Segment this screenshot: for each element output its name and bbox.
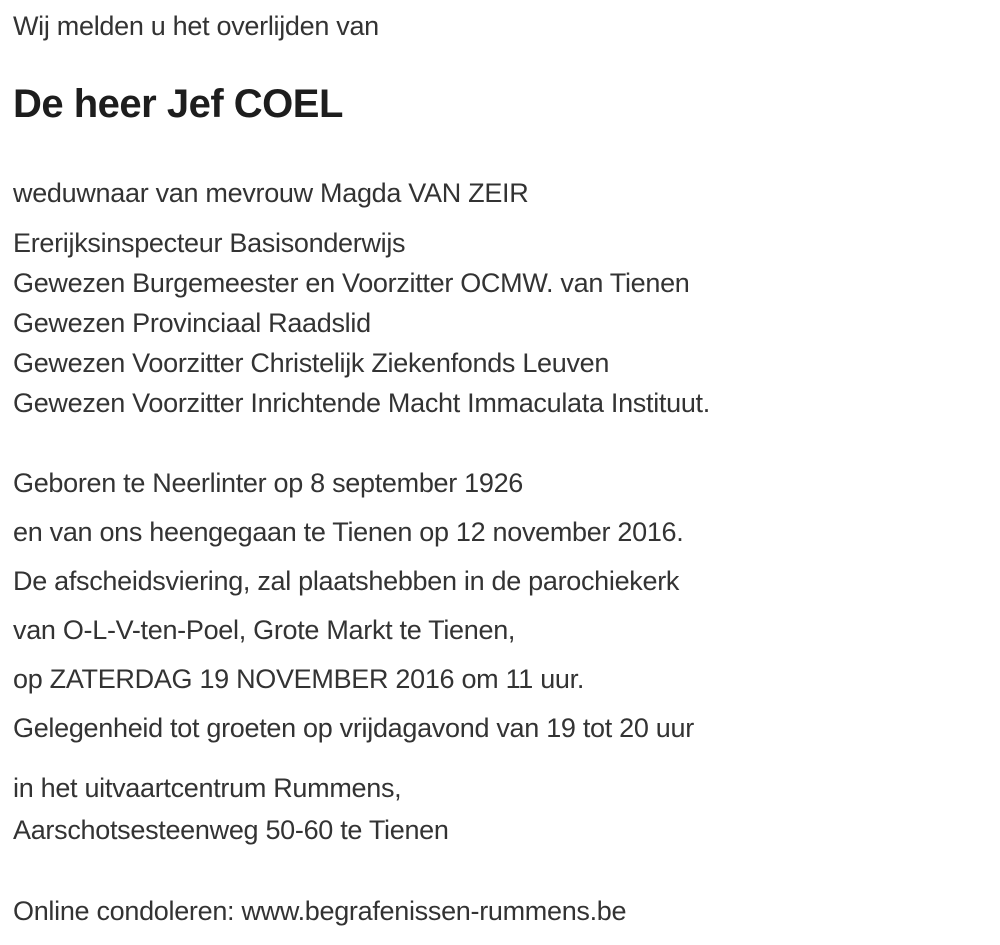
- condolence-label: Online condoleren:: [13, 896, 242, 926]
- detail-line: en van ons heengegaan te Tienen op 12 november 2016.: [13, 517, 684, 547]
- detail-line: Geboren te Neerlinter op 8 september 1926: [13, 468, 524, 498]
- titles-block: [13, 223, 980, 423]
- location-line: in het uitvaartcentrum Rummens,: [13, 773, 402, 803]
- location-block: [13, 767, 980, 851]
- title-line: Gewezen Voorzitter Christelijk Ziekenfonds Leuven: [13, 348, 610, 378]
- condolence-line: [13, 891, 980, 931]
- title-line: Gewezen Voorzitter Inrichtende Macht Immaculata Instituut.: [13, 388, 710, 418]
- condolence-url: www.begrafenissen-rummens.be: [241, 896, 627, 926]
- intro-line: Wij melden u het overlijden van: [13, 11, 379, 41]
- deceased-name: De heer Jef COEL: [13, 82, 343, 126]
- title-line: Gewezen Burgemeester en Voorzitter OCMW. van Tienen: [13, 268, 690, 298]
- detail-line: van O-L-V-ten-Poel, Grote Markt te Tienen,: [13, 615, 516, 645]
- detail-line: op ZATERDAG 19 NOVEMBER 2016 om 11 uur.: [13, 664, 585, 694]
- service-details-block: [13, 459, 980, 753]
- relation-line: weduwnaar van mevrouw Magda VAN ZEIR: [13, 178, 529, 208]
- detail-line: Gelegenheid tot groeten op vrijdagavond van 19 tot 20 uur: [13, 713, 694, 743]
- title-line: Gewezen Provinciaal Raadslid: [13, 308, 371, 338]
- detail-line: De afscheidsviering, zal plaatshebben in de parochiekerk: [13, 566, 680, 596]
- title-line: Ererijksinspecteur Basisonderwijs: [13, 228, 406, 258]
- location-line: Aarschotsesteenweg 50-60 te Tienen: [13, 815, 449, 845]
